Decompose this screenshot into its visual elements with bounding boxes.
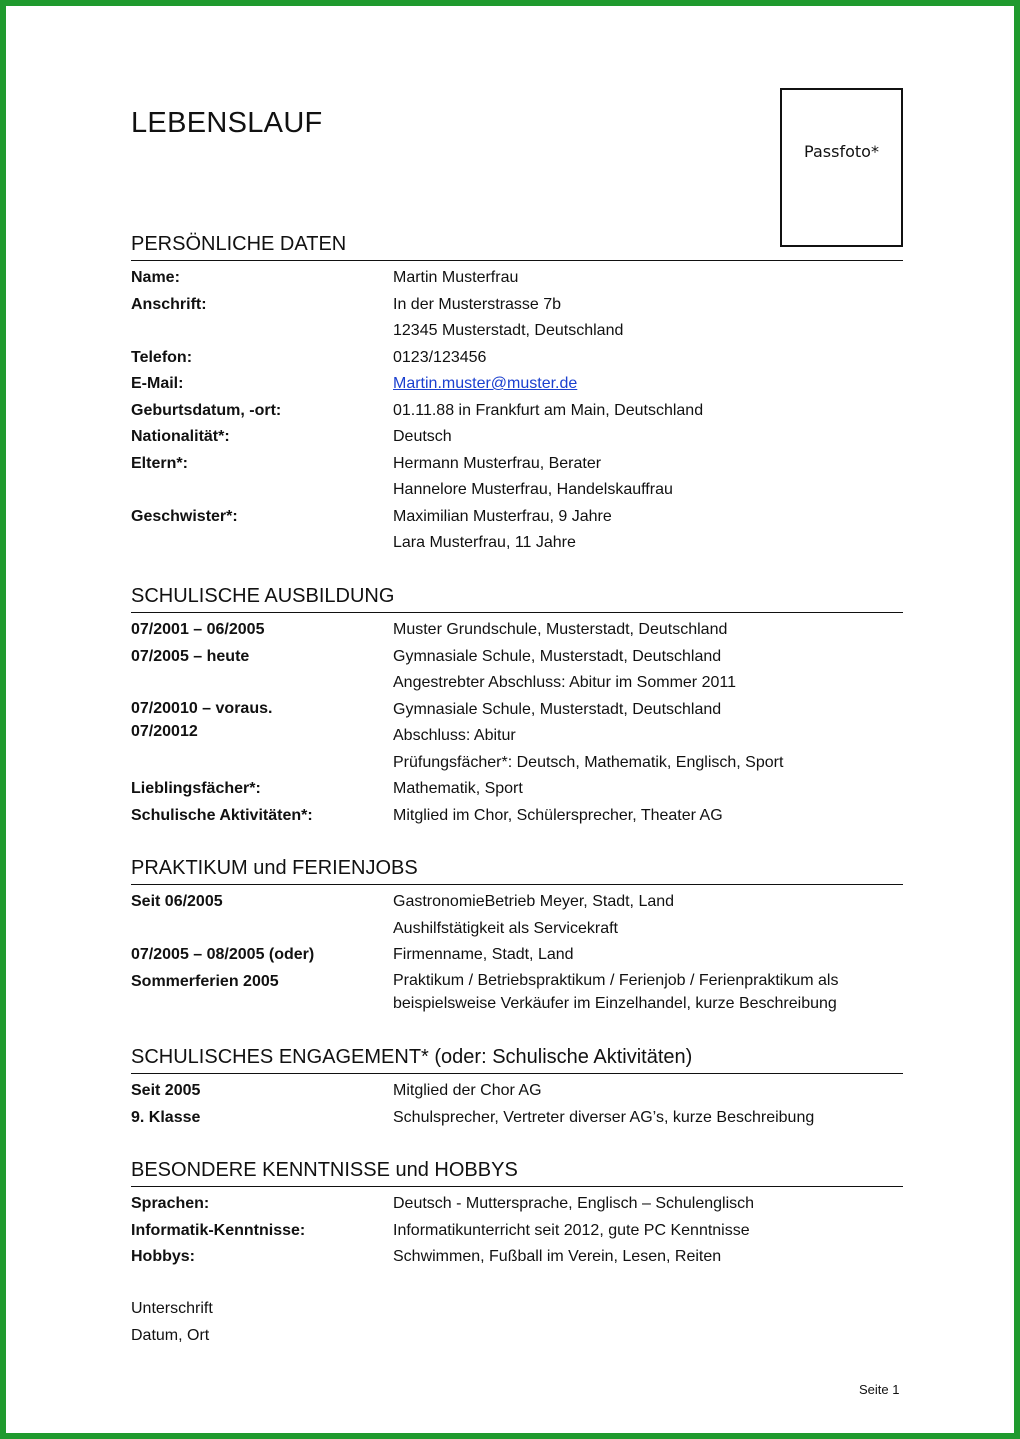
section-school-engagement <box>131 1045 903 1131</box>
cv-row <box>131 803 903 830</box>
row-values <box>393 1244 903 1271</box>
section-heading: SCHULISCHES ENGAGEMENT* (oder: Schulische Aktivitäten) <box>131 1045 903 1074</box>
section-rows <box>131 889 903 1015</box>
section-rows <box>131 617 903 829</box>
row-values <box>393 1218 903 1245</box>
section-rows <box>131 1078 903 1131</box>
section-skills-hobbies <box>131 1158 903 1271</box>
row-label-line: Name: <box>131 269 180 286</box>
date-place-label: Datum, Ort <box>131 1327 210 1344</box>
row-values <box>393 697 903 777</box>
row-value-line: Firmenname, Stadt, Land <box>393 946 574 963</box>
row-label-line: Seit 06/2005 <box>131 893 223 910</box>
row-label <box>131 451 393 504</box>
row-value-line: Informatikunterricht seit 2012, gute PC Kenntnisse <box>393 1221 750 1239</box>
row-label <box>131 1105 393 1132</box>
section-rows <box>131 1191 903 1271</box>
row-label <box>131 889 393 942</box>
cv-row <box>131 451 903 504</box>
row-label-line: Sprachen: <box>131 1195 210 1212</box>
row-values <box>393 398 903 425</box>
row-label-line: Telefon: <box>131 348 193 366</box>
cv-row <box>131 424 903 451</box>
photo-placeholder-label: Passfoto* <box>804 142 879 161</box>
row-value-line: In der Musterstrasse 7b <box>393 295 562 313</box>
cv-row <box>131 617 903 644</box>
cv-row <box>131 1218 903 1245</box>
row-value-line: 0123/123456 <box>393 348 487 366</box>
page-number: Seite 1 <box>859 1382 900 1397</box>
row-value-line: Mitglied der Chor AG <box>393 1082 542 1099</box>
row-value-line: Lara Musterfrau, 11 Jahre <box>393 534 576 551</box>
row-value-line: Maximilian Musterfrau, 9 Jahre <box>393 507 612 525</box>
row-label <box>131 424 393 451</box>
row-value-line: Schulsprecher, Vertreter diverser AG’s, kurze Beschreibung <box>393 1108 815 1126</box>
cv-row <box>131 776 903 803</box>
row-value-line: Schwimmen, Fußball im Verein, Lesen, Reiten <box>393 1248 722 1265</box>
row-label <box>131 345 393 372</box>
row-values <box>393 644 903 697</box>
row-label-line: Geburtsdatum, -ort: <box>131 401 282 419</box>
row-values <box>393 345 903 372</box>
cv-row <box>131 1105 903 1132</box>
row-value-line <box>393 371 903 398</box>
cv-row <box>131 697 903 777</box>
row-label-line: 07/2005 – 08/2005 (oder) <box>131 946 315 963</box>
row-value-line: Martin Musterfrau <box>393 269 519 286</box>
row-label <box>131 1191 393 1218</box>
row-label <box>131 644 393 697</box>
row-label-line: E-Mail: <box>131 375 184 392</box>
row-value-line: 12345 Musterstadt, Deutschland <box>393 322 624 339</box>
document-title: LEBENSLAUF <box>131 107 323 139</box>
row-value-line: Praktikum / Betriebspraktikum / Ferienjob / Ferienpraktikum als <box>393 971 839 989</box>
cv-row <box>131 504 903 557</box>
row-label <box>131 969 393 1015</box>
row-value-line: beispielsweise Verkäufer im Einzelhandel, kurze Beschreibung <box>393 994 837 1012</box>
row-values <box>393 617 903 644</box>
row-label <box>131 265 393 292</box>
section-heading: SCHULISCHE AUSBILDUNG <box>131 584 903 613</box>
cv-row <box>131 1078 903 1105</box>
row-values <box>393 504 903 557</box>
section-heading: BESONDERE KENNTNISSE und HOBBYS <box>131 1158 903 1187</box>
cv-row <box>131 345 903 372</box>
row-label-line: Sommerferien 2005 <box>131 972 279 990</box>
row-label-line: 07/2001 – 06/2005 <box>131 621 265 638</box>
row-label-line: Hobbys: <box>131 1248 195 1265</box>
row-label <box>131 942 393 969</box>
row-value-line: Gymnasiale Schule, Musterstadt, Deutschland <box>393 700 722 718</box>
row-values <box>393 292 903 345</box>
row-value-line: Deutsch - Muttersprache, Englisch – Schulenglisch <box>393 1195 755 1212</box>
row-value-line: Angestrebter Abschluss: Abitur im Sommer 2011 <box>393 674 736 691</box>
row-values <box>393 451 903 504</box>
row-value-line: Mathematik, Sport <box>393 780 523 797</box>
row-label <box>131 803 393 830</box>
section-heading: PERSÖNLICHE DATEN <box>131 232 903 261</box>
row-values <box>393 371 903 398</box>
row-label <box>131 371 393 398</box>
cv-row <box>131 265 903 292</box>
cv-row <box>131 398 903 425</box>
row-label <box>131 617 393 644</box>
cv-row <box>131 292 903 345</box>
row-value-line: Gymnasiale Schule, Musterstadt, Deutschland <box>393 647 722 665</box>
row-values <box>393 889 903 942</box>
row-values <box>393 1078 903 1105</box>
row-label <box>131 504 393 557</box>
row-value-line: Hannelore Musterfrau, Handelskauffrau <box>393 481 673 498</box>
cv-row <box>131 889 903 942</box>
row-value-line: Abschluss: Abitur <box>393 727 516 744</box>
row-label <box>131 1078 393 1105</box>
photo-placeholder-box <box>780 88 903 247</box>
row-label-line: Lieblingsfächer*: <box>131 780 261 797</box>
section-heading: PRAKTIKUM und FERIENJOBS <box>131 856 903 885</box>
row-label-line: Schulische Aktivitäten*: <box>131 806 313 824</box>
signature-label: Unterschrift <box>131 1300 213 1317</box>
row-values <box>393 265 903 292</box>
cv-row <box>131 371 903 398</box>
row-label-line: Eltern*: <box>131 454 188 472</box>
row-label-line: Informatik-Kenntnisse: <box>131 1221 306 1239</box>
row-values <box>393 942 903 969</box>
row-value-line: Muster Grundschule, Musterstadt, Deutschland <box>393 621 728 638</box>
row-value-line: Aushilfstätigkeit als Servicekraft <box>393 919 618 937</box>
row-values <box>393 803 903 830</box>
row-label-line: Nationalität*: <box>131 428 230 445</box>
row-values <box>393 969 903 1015</box>
section-internships <box>131 856 903 1015</box>
row-label-line: 9. Klasse <box>131 1108 201 1126</box>
row-values <box>393 1105 903 1132</box>
email-link[interactable]: Martin.muster@muster.de <box>393 375 578 392</box>
row-value-line: Hermann Musterfrau, Berater <box>393 454 602 472</box>
row-label-line: 07/2005 – heute <box>131 647 250 665</box>
cv-row <box>131 644 903 697</box>
row-values <box>393 1191 903 1218</box>
row-label-line: 07/20012 <box>131 722 198 740</box>
row-label <box>131 398 393 425</box>
section-personal-data <box>131 232 903 557</box>
signature-block <box>131 1295 213 1349</box>
cv-row <box>131 1191 903 1218</box>
row-value-line: Deutsch <box>393 428 452 445</box>
section-rows <box>131 265 903 557</box>
cv-row <box>131 1244 903 1271</box>
row-label <box>131 776 393 803</box>
row-label-line: Geschwister*: <box>131 507 238 525</box>
row-label-line: Anschrift: <box>131 295 207 313</box>
row-label <box>131 1244 393 1271</box>
cv-row <box>131 942 903 969</box>
row-value-line: Mitglied im Chor, Schülersprecher, Theater AG <box>393 806 723 824</box>
row-values <box>393 776 903 803</box>
cv-row <box>131 969 903 1015</box>
row-label-line: Seit 2005 <box>131 1082 201 1099</box>
row-label <box>131 697 393 777</box>
row-label-line: 07/20010 – voraus. <box>131 699 273 717</box>
row-value-line: 01.11.88 in Frankfurt am Main, Deutschland <box>393 401 704 419</box>
section-school-education <box>131 584 903 829</box>
row-label <box>131 1218 393 1245</box>
row-value-line: GastronomieBetrieb Meyer, Stadt, Land <box>393 893 675 910</box>
row-value-line: Prüfungsfächer*: Deutsch, Mathematik, Englisch, Sport <box>393 753 784 771</box>
row-label <box>131 292 393 345</box>
row-values <box>393 424 903 451</box>
